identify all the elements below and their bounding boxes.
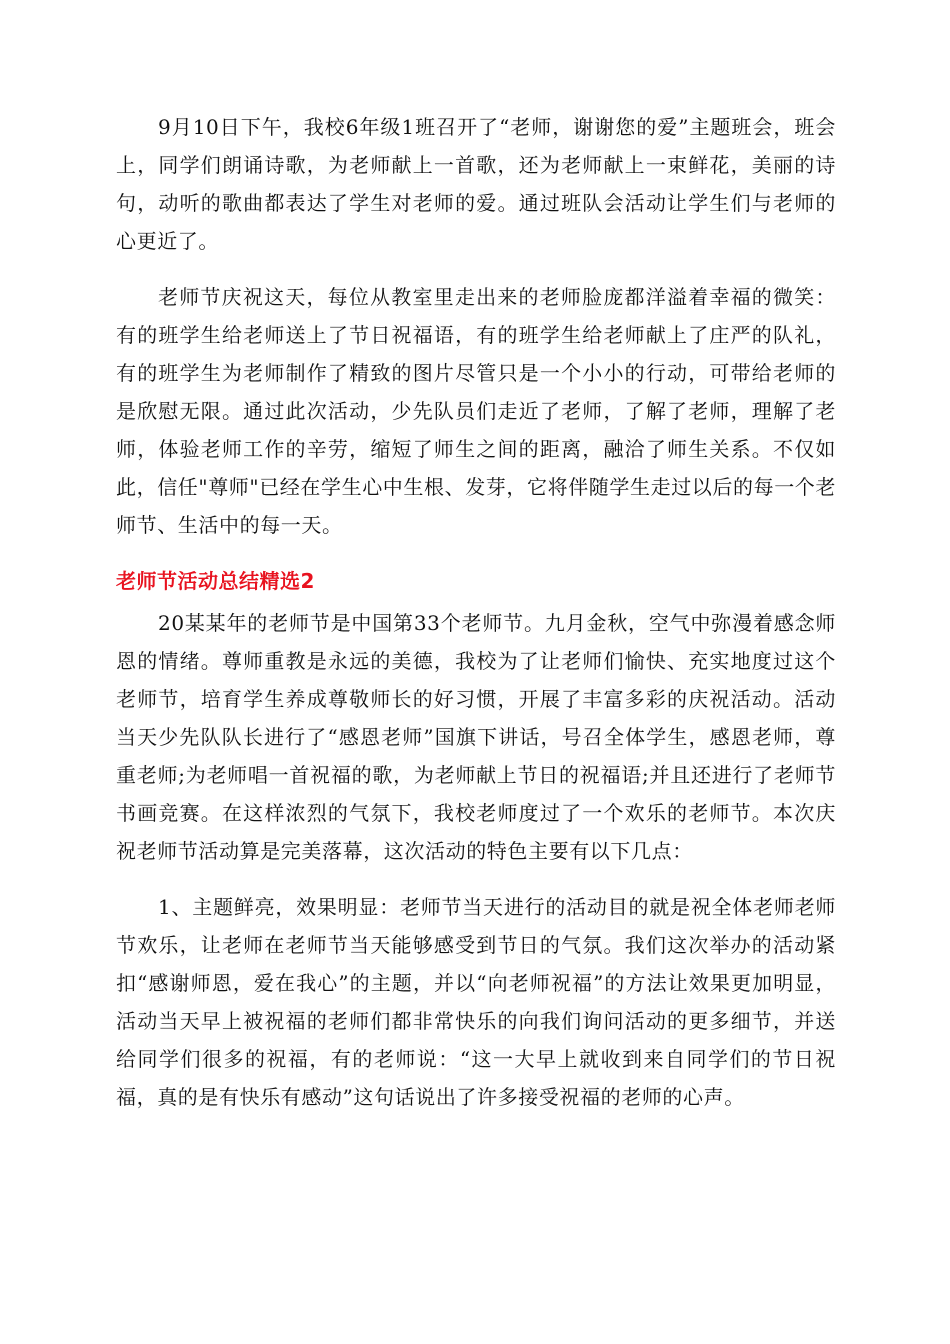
document-body <box>116 108 836 1116</box>
paragraph-point-1-theme: 1、主题鲜亮，效果明显：老师节当天进行的活动目的就是祝全体老师老师节欢乐，让老师在老师节当天能够感受到节日的气氛。我们这次举办的活动紧扣“感谢师恩，爱在我心”的主题，并以“向老师祝福”的方法让效果更加明显，活动当天早上被祝福的老师们都非常快乐的向我们询问活动的更多细节，并送给同学们很多的祝福，有的老师说：“这一大早上就收到来自同学们的节日祝福，真的是有快乐有感动”这句话说出了许多接受祝福的老师的心声。 <box>116 895 836 1109</box>
section-heading: 老师节活动总结精选2 <box>116 569 315 593</box>
paragraph-teachers-day-celebration: 老师节庆祝这天，每位从教室里走出来的老师脸庞都洋溢着幸福的微笑：有的班学生给老师送上了节日祝福语，有的班学生给老师献上了庄严的队礼，有的班学生为老师制作了精致的图片尽管只是一个小小的行动，可带给老师的是欣慰无限。通过此次活动，少先队员们走近了老师，了解了老师，理解了老师，体验老师工作的辛劳，缩短了师生之间的距离，融洽了师生关系。不仅如此，信任"尊师"已经在学生心中生根、发芽，它将伴随学生走过以后的每一个老师节、生活中的每一天。 <box>116 285 836 537</box>
paragraph-33rd-teachers-day: 20某某年的老师节是中国第33个老师节。九月金秋，空气中弥漫着感念师恩的情绪。尊师重教是永远的美德，我校为了让老师们愉快、充实地度过这个老师节，培育学生养成尊敬师长的好习惯，开展了丰富多彩的庆祝活动。活动当天少先队队长进行了“感恩老师”国旗下讲话，号召全体学生，感恩老师，尊重老师;为老师唱一首祝福的歌，为老师献上节日的祝福语;并且还进行了老师节书画竞赛。在这样浓烈的气氛下，我校老师度过了一个欢乐的老师节。本次庆祝老师节活动算是完美落幕，这次活动的特色主要有以下几点： <box>116 611 836 863</box>
paragraph-class-meeting: 9月10日下午，我校6年级1班召开了“老师，谢谢您的爱”主题班会，班会上，同学们朗诵诗歌，为老师献上一首歌，还为老师献上一束鲜花，美丽的诗句，动听的歌曲都表达了学生对老师的爱。通过班队会活动让学生们与老师的心更近了。 <box>116 115 836 253</box>
